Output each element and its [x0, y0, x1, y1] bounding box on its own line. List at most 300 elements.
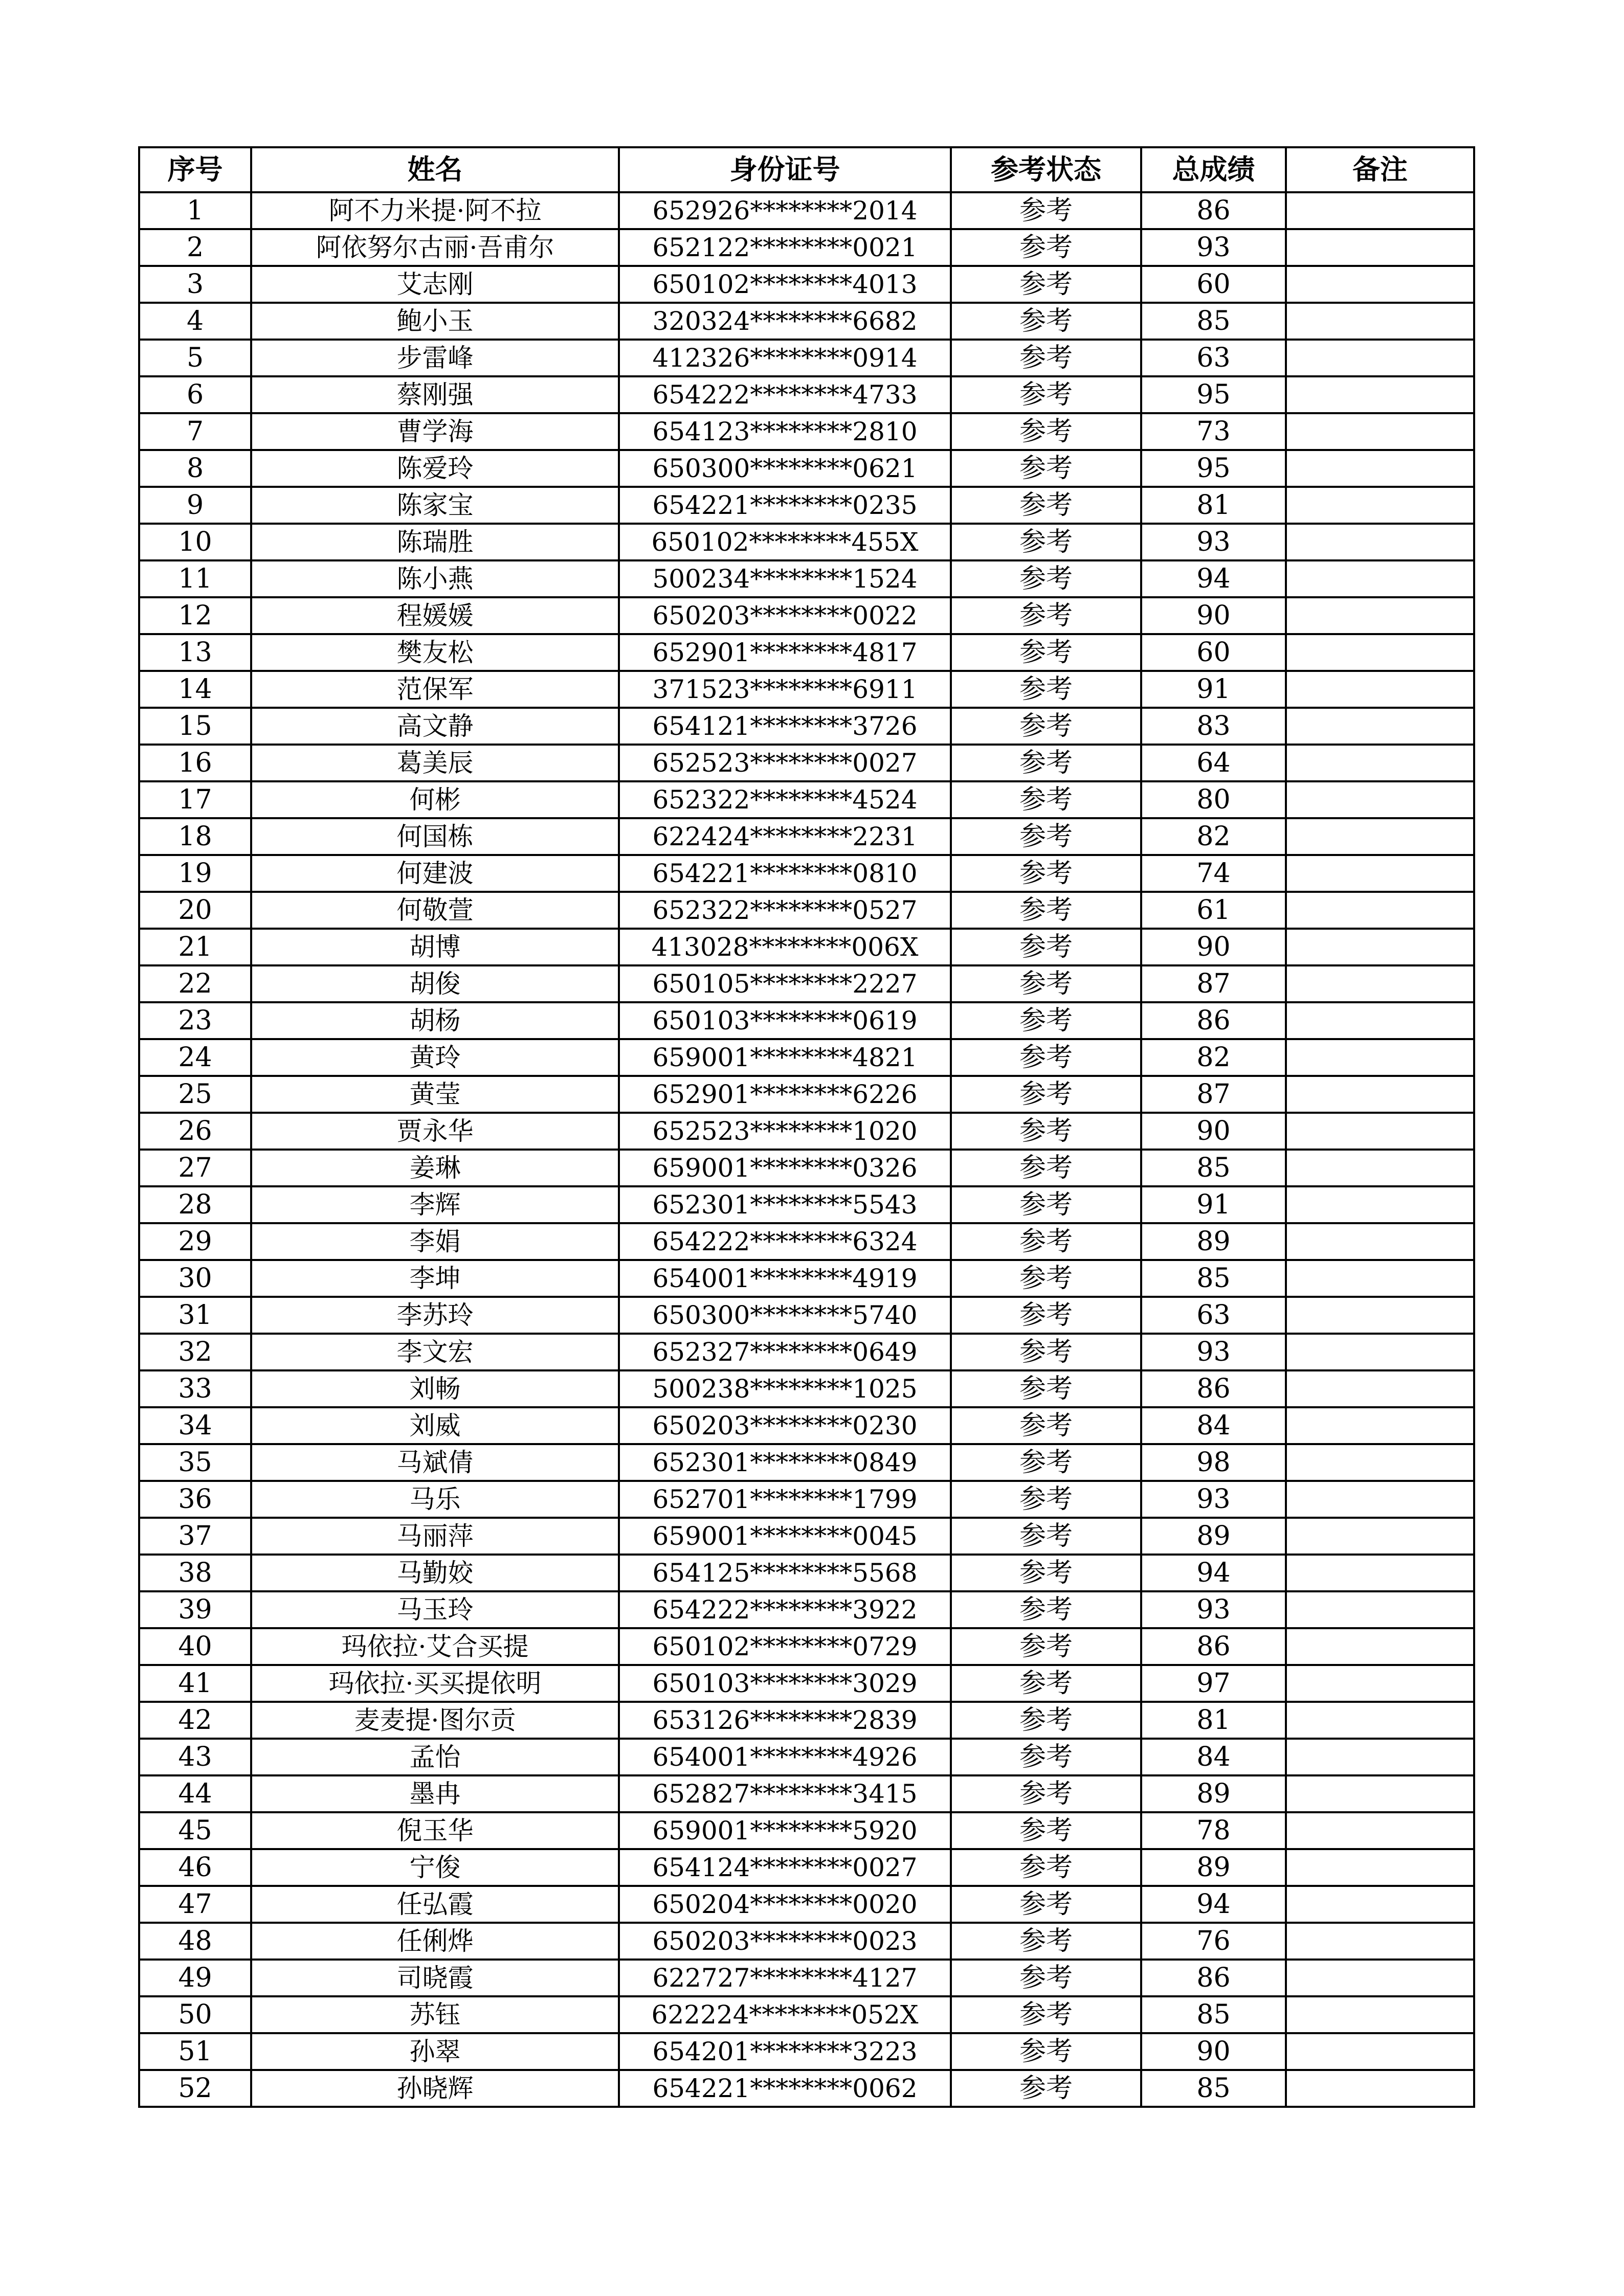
cell-remark [1286, 192, 1474, 229]
cell-status: 参考 [951, 1260, 1141, 1297]
cell-score: 60 [1141, 634, 1286, 671]
cell-name: 蔡刚强 [251, 376, 619, 413]
table-row [139, 597, 1474, 634]
cell-no: 14 [139, 671, 251, 708]
cell-status: 参考 [951, 229, 1141, 266]
cell-remark [1286, 781, 1474, 818]
cell-status: 参考 [951, 1849, 1141, 1886]
cell-id: 650102********455X [619, 524, 951, 560]
header-row [139, 147, 1474, 192]
cell-remark [1286, 487, 1474, 524]
cell-remark [1286, 708, 1474, 745]
cell-remark [1286, 1886, 1474, 1923]
cell-score: 94 [1141, 560, 1286, 597]
cell-score: 64 [1141, 745, 1286, 781]
cell-remark [1286, 892, 1474, 929]
cell-remark [1286, 1150, 1474, 1186]
cell-id: 650300********5740 [619, 1297, 951, 1334]
table-row [139, 524, 1474, 560]
cell-no: 33 [139, 1370, 251, 1407]
cell-id: 412326********0914 [619, 340, 951, 376]
cell-score: 76 [1141, 1923, 1286, 1960]
cell-status: 参考 [951, 1481, 1141, 1518]
cell-score: 93 [1141, 524, 1286, 560]
cell-remark [1286, 1370, 1474, 1407]
cell-id: 654001********4919 [619, 1260, 951, 1297]
cell-score: 94 [1141, 1886, 1286, 1923]
table-row [139, 1591, 1474, 1628]
cell-id: 650203********0023 [619, 1923, 951, 1960]
table-row [139, 745, 1474, 781]
cell-status: 参考 [951, 1150, 1141, 1186]
cell-name: 孟怡 [251, 1739, 619, 1775]
cell-status: 参考 [951, 340, 1141, 376]
cell-remark [1286, 965, 1474, 1002]
cell-name: 阿依努尔古丽·吾甫尔 [251, 229, 619, 266]
cell-remark [1286, 597, 1474, 634]
cell-id: 659001********0045 [619, 1518, 951, 1555]
cell-no: 28 [139, 1186, 251, 1223]
cell-remark [1286, 745, 1474, 781]
cell-no: 15 [139, 708, 251, 745]
cell-score: 95 [1141, 450, 1286, 487]
cell-score: 93 [1141, 1591, 1286, 1628]
cell-remark [1286, 376, 1474, 413]
cell-remark [1286, 229, 1474, 266]
cell-score: 90 [1141, 597, 1286, 634]
cell-status: 参考 [951, 1886, 1141, 1923]
cell-status: 参考 [951, 413, 1141, 450]
cell-status: 参考 [951, 2033, 1141, 2070]
cell-status: 参考 [951, 1555, 1141, 1591]
cell-name: 何建波 [251, 855, 619, 892]
cell-name: 李苏玲 [251, 1297, 619, 1334]
cell-id: 652122********0021 [619, 229, 951, 266]
cell-name: 刘畅 [251, 1370, 619, 1407]
cell-name: 李文宏 [251, 1334, 619, 1370]
header-id: 身份证号 [619, 147, 951, 192]
cell-score: 94 [1141, 1555, 1286, 1591]
cell-score: 93 [1141, 1334, 1286, 1370]
table-row [139, 781, 1474, 818]
cell-score: 85 [1141, 303, 1286, 340]
table-row [139, 1297, 1474, 1334]
cell-no: 29 [139, 1223, 251, 1260]
cell-remark [1286, 1591, 1474, 1628]
table-row [139, 892, 1474, 929]
cell-no: 26 [139, 1113, 251, 1150]
cell-name: 胡杨 [251, 1002, 619, 1039]
table-row [139, 487, 1474, 524]
cell-name: 何国栋 [251, 818, 619, 855]
cell-name: 倪玉华 [251, 1812, 619, 1849]
cell-status: 参考 [951, 929, 1141, 965]
cell-name: 宁俊 [251, 1849, 619, 1886]
cell-status: 参考 [951, 1665, 1141, 1702]
cell-id: 654221********0062 [619, 2070, 951, 2107]
cell-no: 35 [139, 1444, 251, 1481]
cell-name: 玛依拉·买买提依明 [251, 1665, 619, 1702]
cell-name: 何敬萱 [251, 892, 619, 929]
header-score: 总成绩 [1141, 147, 1286, 192]
cell-no: 40 [139, 1628, 251, 1665]
cell-score: 86 [1141, 1960, 1286, 1996]
cell-name: 任俐烨 [251, 1923, 619, 1960]
cell-no: 2 [139, 229, 251, 266]
header-remark: 备注 [1286, 147, 1474, 192]
cell-no: 49 [139, 1960, 251, 1996]
table-row [139, 1002, 1474, 1039]
cell-id: 500238********1025 [619, 1370, 951, 1407]
cell-status: 参考 [951, 1297, 1141, 1334]
table-row [139, 1886, 1474, 1923]
table-row [139, 1739, 1474, 1775]
cell-name: 曹学海 [251, 413, 619, 450]
cell-id: 371523********6911 [619, 671, 951, 708]
cell-name: 阿不力米提·阿不拉 [251, 192, 619, 229]
cell-id: 622224********052X [619, 1996, 951, 2033]
cell-name: 鲍小玉 [251, 303, 619, 340]
cell-remark [1286, 2070, 1474, 2107]
cell-name: 陈小燕 [251, 560, 619, 597]
cell-status: 参考 [951, 1407, 1141, 1444]
cell-remark [1286, 450, 1474, 487]
cell-remark [1286, 340, 1474, 376]
cell-no: 47 [139, 1886, 251, 1923]
cell-score: 84 [1141, 1407, 1286, 1444]
cell-remark [1286, 855, 1474, 892]
cell-status: 参考 [951, 1076, 1141, 1113]
cell-status: 参考 [951, 745, 1141, 781]
cell-score: 95 [1141, 376, 1286, 413]
cell-no: 6 [139, 376, 251, 413]
cell-status: 参考 [951, 303, 1141, 340]
cell-id: 650103********3029 [619, 1665, 951, 1702]
cell-id: 654121********3726 [619, 708, 951, 745]
cell-remark [1286, 1113, 1474, 1150]
cell-id: 659001********4821 [619, 1039, 951, 1076]
cell-id: 654124********0027 [619, 1849, 951, 1886]
cell-score: 87 [1141, 1076, 1286, 1113]
table-row [139, 1370, 1474, 1407]
table-row [139, 1518, 1474, 1555]
cell-status: 参考 [951, 1923, 1141, 1960]
cell-score: 91 [1141, 671, 1286, 708]
cell-score: 85 [1141, 1996, 1286, 2033]
table-row [139, 708, 1474, 745]
cell-score: 86 [1141, 192, 1286, 229]
cell-no: 36 [139, 1481, 251, 1518]
cell-status: 参考 [951, 266, 1141, 303]
table-row [139, 1039, 1474, 1076]
cell-name: 玛依拉·艾合买提 [251, 1628, 619, 1665]
cell-id: 653126********2839 [619, 1702, 951, 1739]
cell-no: 25 [139, 1076, 251, 1113]
cell-status: 参考 [951, 192, 1141, 229]
cell-no: 17 [139, 781, 251, 818]
cell-name: 马勤姣 [251, 1555, 619, 1591]
cell-no: 10 [139, 524, 251, 560]
table-row [139, 1481, 1474, 1518]
cell-id: 650204********0020 [619, 1886, 951, 1923]
cell-status: 参考 [951, 1628, 1141, 1665]
table-row [139, 1665, 1474, 1702]
cell-status: 参考 [951, 1739, 1141, 1775]
cell-name: 陈瑞胜 [251, 524, 619, 560]
cell-score: 83 [1141, 708, 1286, 745]
cell-remark [1286, 1739, 1474, 1775]
cell-id: 654201********3223 [619, 2033, 951, 2070]
table-row [139, 671, 1474, 708]
cell-score: 97 [1141, 1665, 1286, 1702]
cell-score: 89 [1141, 1849, 1286, 1886]
cell-score: 86 [1141, 1628, 1286, 1665]
cell-name: 黄玲 [251, 1039, 619, 1076]
table-row [139, 855, 1474, 892]
cell-id: 652322********4524 [619, 781, 951, 818]
cell-score: 89 [1141, 1223, 1286, 1260]
cell-name: 李辉 [251, 1186, 619, 1223]
cell-name: 陈爱玲 [251, 450, 619, 487]
table-row [139, 634, 1474, 671]
table-row [139, 1076, 1474, 1113]
cell-no: 7 [139, 413, 251, 450]
cell-score: 85 [1141, 1260, 1286, 1297]
cell-id: 659001********0326 [619, 1150, 951, 1186]
cell-id: 654222********4733 [619, 376, 951, 413]
cell-name: 李坤 [251, 1260, 619, 1297]
cell-id: 622424********2231 [619, 818, 951, 855]
cell-status: 参考 [951, 1702, 1141, 1739]
cell-status: 参考 [951, 708, 1141, 745]
cell-score: 63 [1141, 1297, 1286, 1334]
cell-status: 参考 [951, 597, 1141, 634]
cell-status: 参考 [951, 1186, 1141, 1223]
table-row [139, 192, 1474, 229]
cell-id: 652901********6226 [619, 1076, 951, 1113]
cell-remark [1286, 266, 1474, 303]
cell-remark [1286, 1334, 1474, 1370]
cell-score: 81 [1141, 487, 1286, 524]
cell-score: 74 [1141, 855, 1286, 892]
cell-remark [1286, 929, 1474, 965]
cell-no: 1 [139, 192, 251, 229]
cell-no: 39 [139, 1591, 251, 1628]
cell-id: 654001********4926 [619, 1739, 951, 1775]
cell-no: 24 [139, 1039, 251, 1076]
cell-remark [1286, 1002, 1474, 1039]
table-row [139, 303, 1474, 340]
cell-score: 82 [1141, 1039, 1286, 1076]
table-row [139, 1150, 1474, 1186]
table-body [139, 192, 1474, 2107]
cell-score: 98 [1141, 1444, 1286, 1481]
cell-score: 89 [1141, 1518, 1286, 1555]
cell-remark [1286, 671, 1474, 708]
cell-id: 622727********4127 [619, 1960, 951, 1996]
cell-remark [1286, 1665, 1474, 1702]
cell-status: 参考 [951, 818, 1141, 855]
cell-score: 78 [1141, 1812, 1286, 1849]
cell-name: 胡俊 [251, 965, 619, 1002]
cell-name: 刘威 [251, 1407, 619, 1444]
table-row [139, 340, 1474, 376]
cell-status: 参考 [951, 1996, 1141, 2033]
cell-id: 654221********0810 [619, 855, 951, 892]
cell-id: 650103********0619 [619, 1002, 951, 1039]
cell-name: 何彬 [251, 781, 619, 818]
table-row [139, 1555, 1474, 1591]
cell-name: 马丽萍 [251, 1518, 619, 1555]
table-row [139, 229, 1474, 266]
cell-name: 程媛媛 [251, 597, 619, 634]
cell-score: 86 [1141, 1370, 1286, 1407]
table-row [139, 1113, 1474, 1150]
cell-remark [1286, 303, 1474, 340]
cell-status: 参考 [951, 965, 1141, 1002]
cell-status: 参考 [951, 671, 1141, 708]
cell-remark [1286, 634, 1474, 671]
cell-score: 90 [1141, 929, 1286, 965]
cell-status: 参考 [951, 1039, 1141, 1076]
table-row [139, 1260, 1474, 1297]
cell-no: 9 [139, 487, 251, 524]
cell-no: 22 [139, 965, 251, 1002]
cell-remark [1286, 1260, 1474, 1297]
cell-id: 652901********4817 [619, 634, 951, 671]
cell-status: 参考 [951, 892, 1141, 929]
cell-remark [1286, 1039, 1474, 1076]
cell-no: 12 [139, 597, 251, 634]
table-row [139, 965, 1474, 1002]
cell-name: 马乐 [251, 1481, 619, 1518]
table-row [139, 2033, 1474, 2070]
cell-name: 贾永华 [251, 1113, 619, 1150]
cell-no: 32 [139, 1334, 251, 1370]
cell-id: 413028********006X [619, 929, 951, 965]
cell-no: 34 [139, 1407, 251, 1444]
cell-score: 91 [1141, 1186, 1286, 1223]
cell-no: 3 [139, 266, 251, 303]
cell-no: 20 [139, 892, 251, 929]
cell-name: 李娟 [251, 1223, 619, 1260]
cell-name: 司晓霞 [251, 1960, 619, 1996]
cell-no: 46 [139, 1849, 251, 1886]
table-row [139, 1775, 1474, 1812]
cell-remark [1286, 818, 1474, 855]
cell-remark [1286, 1923, 1474, 1960]
cell-score: 84 [1141, 1739, 1286, 1775]
cell-score: 81 [1141, 1702, 1286, 1739]
table-row [139, 1702, 1474, 1739]
cell-score: 89 [1141, 1775, 1286, 1812]
cell-name: 艾志刚 [251, 266, 619, 303]
cell-status: 参考 [951, 450, 1141, 487]
cell-remark [1286, 1555, 1474, 1591]
cell-id: 652301********5543 [619, 1186, 951, 1223]
cell-remark [1286, 1407, 1474, 1444]
cell-name: 高文静 [251, 708, 619, 745]
table-row [139, 1960, 1474, 1996]
cell-status: 参考 [951, 1444, 1141, 1481]
cell-name: 孙晓辉 [251, 2070, 619, 2107]
cell-remark [1286, 524, 1474, 560]
table-row [139, 1996, 1474, 2033]
header-name: 姓名 [251, 147, 619, 192]
cell-remark [1286, 413, 1474, 450]
cell-id: 650203********0022 [619, 597, 951, 634]
cell-id: 652701********1799 [619, 1481, 951, 1518]
cell-id: 654125********5568 [619, 1555, 951, 1591]
cell-no: 37 [139, 1518, 251, 1555]
cell-remark [1286, 1960, 1474, 1996]
cell-id: 650102********0729 [619, 1628, 951, 1665]
cell-score: 90 [1141, 2033, 1286, 2070]
cell-no: 48 [139, 1923, 251, 1960]
cell-no: 8 [139, 450, 251, 487]
cell-status: 参考 [951, 376, 1141, 413]
cell-no: 52 [139, 2070, 251, 2107]
cell-id: 652327********0649 [619, 1334, 951, 1370]
cell-score: 90 [1141, 1113, 1286, 1150]
table-row [139, 1628, 1474, 1665]
cell-status: 参考 [951, 1518, 1141, 1555]
cell-id: 652301********0849 [619, 1444, 951, 1481]
cell-status: 参考 [951, 634, 1141, 671]
table-row [139, 1186, 1474, 1223]
cell-status: 参考 [951, 2070, 1141, 2107]
cell-name: 麦麦提·图尔贡 [251, 1702, 619, 1739]
cell-id: 652523********1020 [619, 1113, 951, 1150]
cell-score: 85 [1141, 1150, 1286, 1186]
header-no: 序号 [139, 147, 251, 192]
cell-status: 参考 [951, 855, 1141, 892]
score-table [138, 146, 1475, 2108]
cell-no: 51 [139, 2033, 251, 2070]
cell-no: 23 [139, 1002, 251, 1039]
cell-remark [1286, 1812, 1474, 1849]
cell-remark [1286, 1297, 1474, 1334]
cell-remark [1286, 1186, 1474, 1223]
cell-no: 18 [139, 818, 251, 855]
table-row [139, 2070, 1474, 2107]
table-row [139, 376, 1474, 413]
cell-status: 参考 [951, 1370, 1141, 1407]
cell-no: 4 [139, 303, 251, 340]
table-row [139, 450, 1474, 487]
cell-status: 参考 [951, 1113, 1141, 1150]
cell-name: 孙翠 [251, 2033, 619, 2070]
cell-score: 85 [1141, 2070, 1286, 2107]
cell-remark [1286, 1518, 1474, 1555]
table-row [139, 1812, 1474, 1849]
cell-no: 38 [139, 1555, 251, 1591]
cell-score: 80 [1141, 781, 1286, 818]
cell-status: 参考 [951, 560, 1141, 597]
cell-id: 659001********5920 [619, 1812, 951, 1849]
cell-name: 步雷峰 [251, 340, 619, 376]
cell-status: 参考 [951, 1223, 1141, 1260]
cell-no: 31 [139, 1297, 251, 1334]
cell-status: 参考 [951, 1002, 1141, 1039]
cell-remark [1286, 1996, 1474, 2033]
table-row [139, 1849, 1474, 1886]
table-row [139, 1923, 1474, 1960]
cell-name: 苏钰 [251, 1996, 619, 2033]
cell-remark [1286, 1223, 1474, 1260]
cell-no: 5 [139, 340, 251, 376]
cell-id: 652926********2014 [619, 192, 951, 229]
